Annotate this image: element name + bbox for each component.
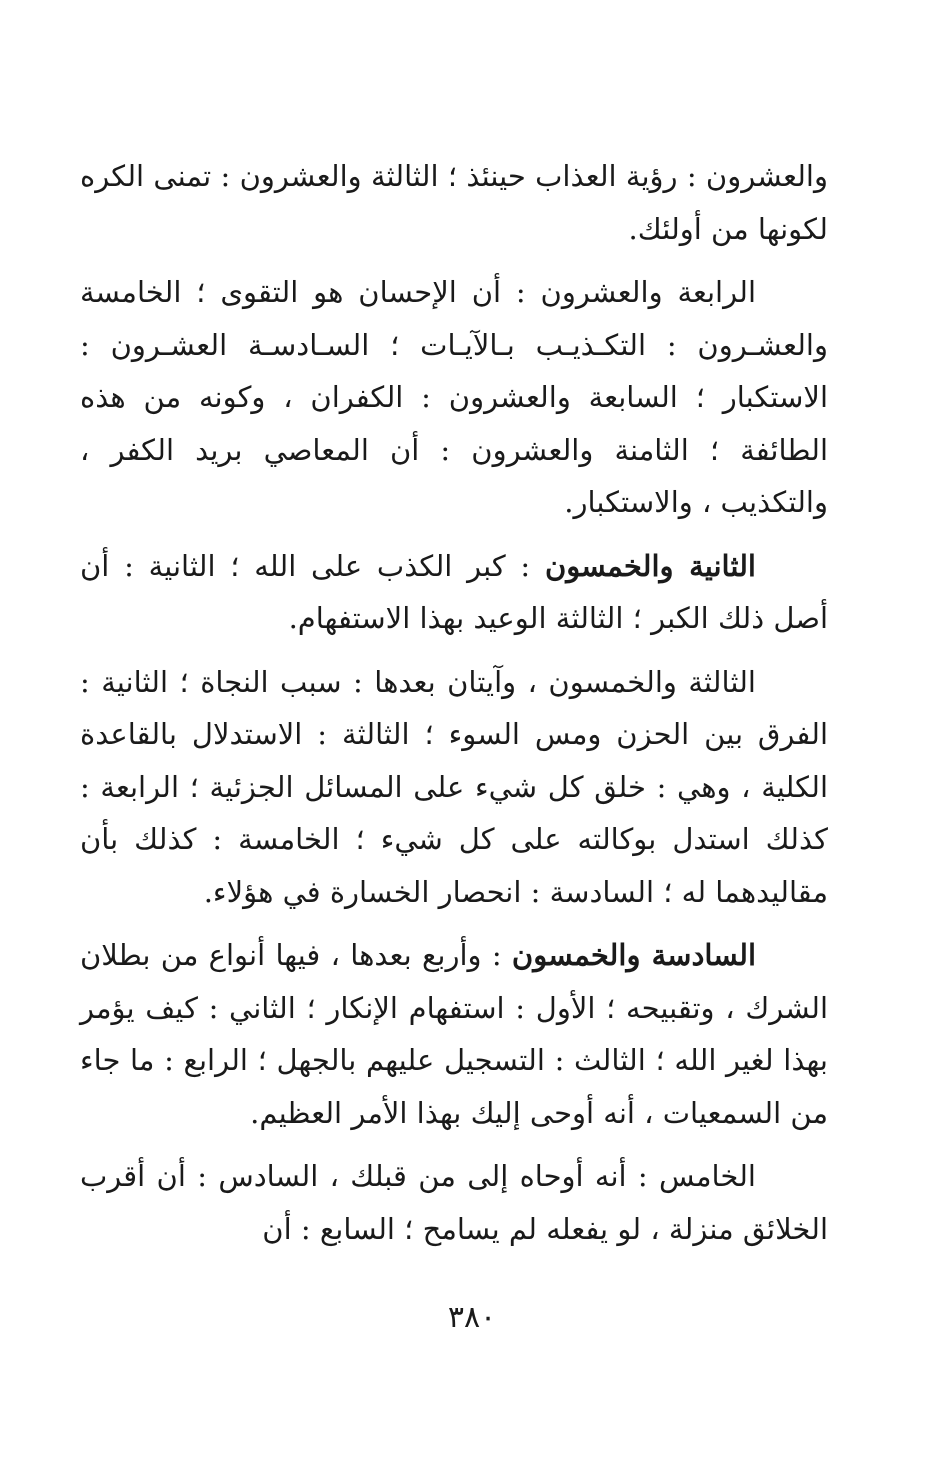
- paragraph-2: [80, 266, 828, 529]
- paragraph-6: [80, 1150, 828, 1255]
- paragraph-4: [80, 656, 828, 919]
- body-text: [80, 150, 828, 1266]
- page-number: ٣٨٠: [447, 1300, 497, 1335]
- paragraph-5-lead: السادسة والخمسون: [511, 938, 756, 972]
- paragraph-1: [80, 150, 828, 255]
- paragraph-1-text: والعشرون : رؤية العذاب حينئذ ؛ الثالثة والعشرون : تمنى الكره لكونها من أولئك.: [80, 159, 828, 246]
- paragraph-5-text: : وأربع بعدها ، فيها أنواع من بطلان الشرك ، وتقبيحه ؛ الأول : استفهام الإنكار ؛ الثاني : كيف يؤمر بهذا لغير الله ؛ الثالث : التسجيل عليهم بالجهل ؛ الرابع : ما جاء من السمعيات ، أنه أوحى إليك بهذا الأمر العظيم.: [80, 938, 828, 1130]
- paragraph-4-text: الثالثة والخمسون ، وآيتان بعدها : سبب النجاة ؛ الثانية : الفرق بين الحزن ومس السوء ؛ الثالثة : الاستدلال بالقاعدة الكلية ، وهي : خلق كل شيء على المسائل الجزئية ؛ الرابعة : كذلك استدل بوكالته على كل شيء ؛ الخامسة : كذلك بأن مقاليدهما له ؛ السادسة : انحصار الخسارة في هؤلاء.: [80, 664, 828, 909]
- paragraph-3-text: : كبر الكذب على الله ؛ الثانية : أن أصل ذلك الكبر ؛ الثالثة الوعيد بهذا الاستفهام.: [80, 548, 828, 635]
- paragraph-2-text: الرابعة والعشرون : أن الإحسان هو التقوى ؛ الخامسة والعشـرون : التكـذيـب بـالآيـات ؛ السـادسـة العشـرون : الاستكبار ؛ السابعة والعشرون : الكفران ، وكونه من هذه الطائفة ؛ الثامنة والعشرون : أن المعاصي بريد الكفر ، والتكذيب ، والاستكبار.: [80, 275, 828, 519]
- paragraph-5: [80, 929, 828, 1139]
- paragraph-3-lead: الثانية والخمسون: [544, 548, 756, 583]
- paragraph-6-text: الخامس : أنه أوحاه إلى من قبلك ، السادس : أن أقرب الخلائق منزلة ، لو يفعله لم يسامح ؛ السابع : أن: [80, 1159, 828, 1246]
- paragraph-3: [80, 540, 828, 645]
